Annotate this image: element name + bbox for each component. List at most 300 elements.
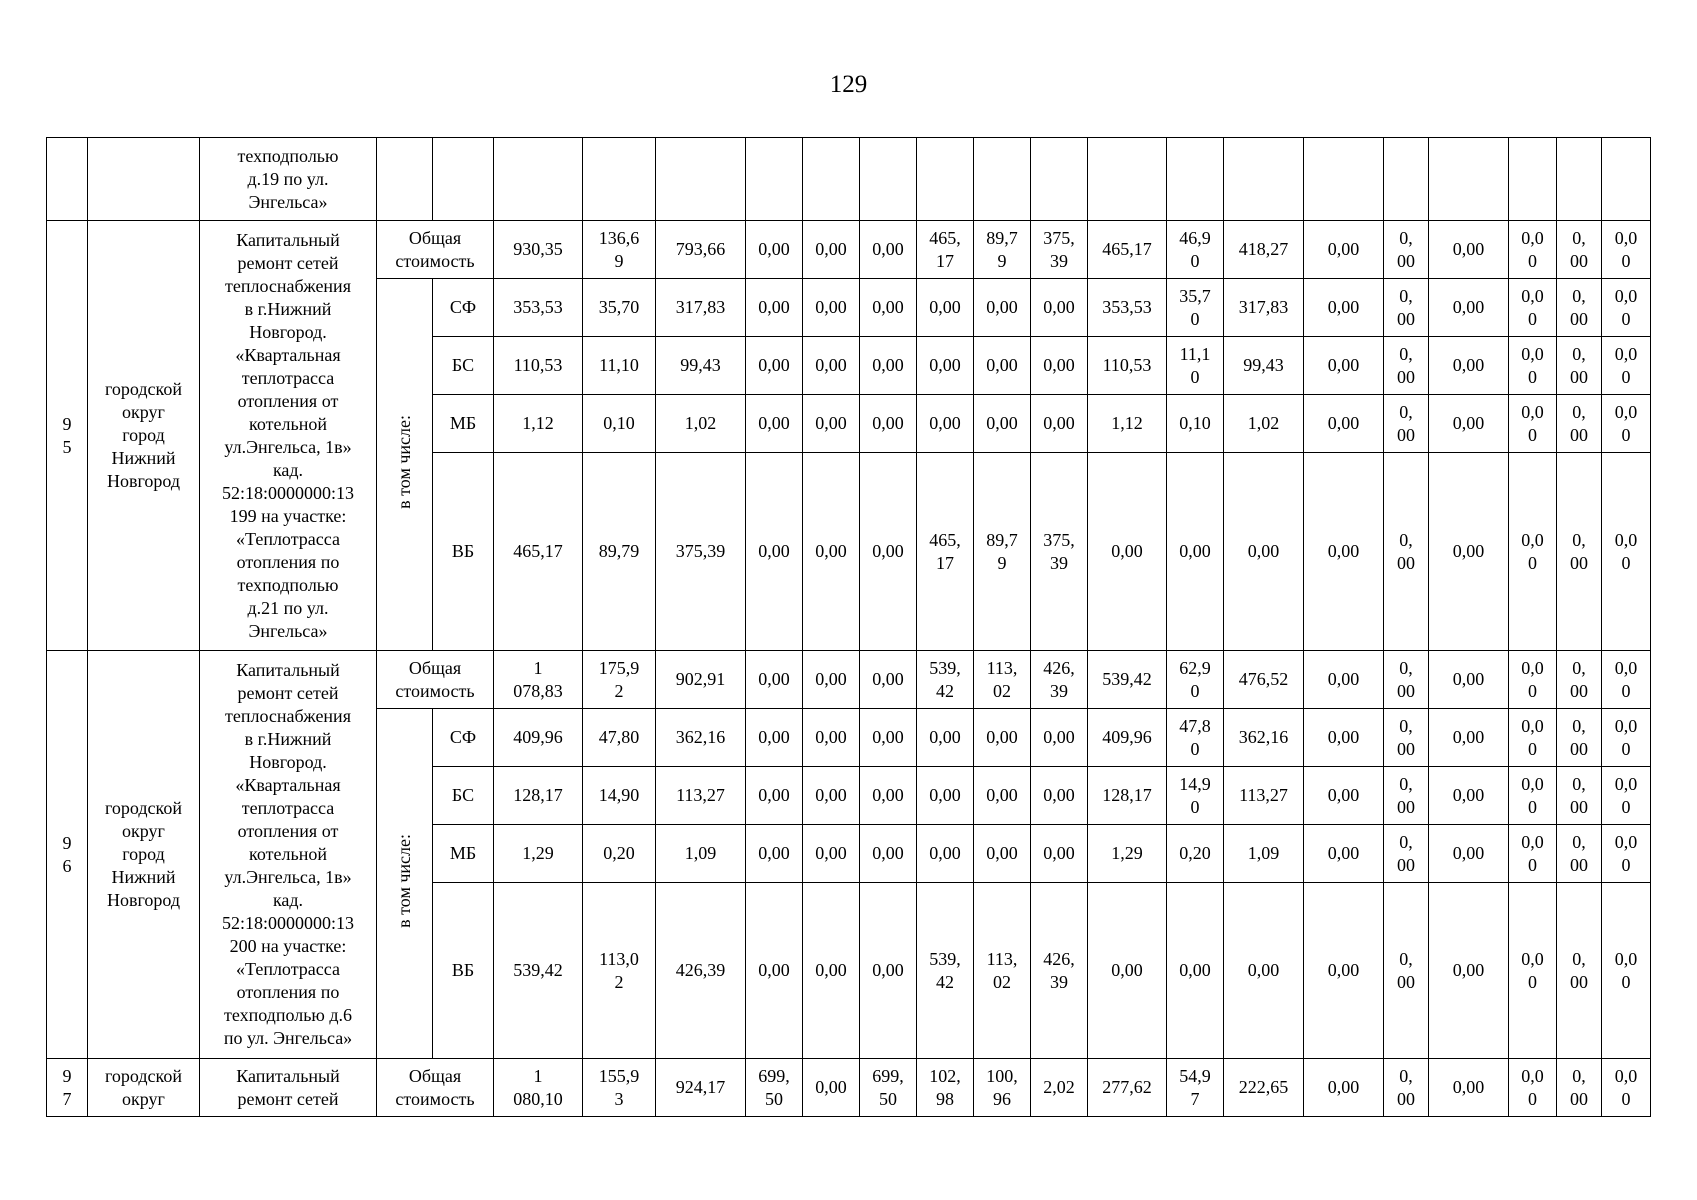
value-cell [656,453,746,651]
value-cell-text: 930,35 [513,239,563,259]
value-cell-text: 155,9 3 [598,1065,640,1109]
value-cell [803,767,860,825]
value-cell [494,279,583,337]
value-cell-text: 113,27 [1239,785,1288,805]
value-cell-text: 0,00 [815,541,847,561]
funding-source-label-text: БС [451,355,475,375]
value-cell-text: 0,00 [929,413,961,433]
value-cell-text: 62,9 0 [1179,657,1211,701]
municipality [88,651,200,1059]
value-cell [656,709,746,767]
value-cell-text: 0,00 [929,727,961,747]
value-cell [1167,709,1224,767]
value-cell [494,709,583,767]
value-cell-text: 0,00 [758,843,790,863]
budget-table [46,137,1651,1117]
value-cell-text: 136,6 9 [598,227,640,271]
total-cost-label [377,221,494,279]
value-cell [1602,279,1651,337]
value-cell [746,825,803,883]
value-cell-text: 110,53 [1102,355,1152,375]
funding-source-label [433,767,494,825]
value-cell [583,651,656,709]
cell-empty [803,138,860,221]
funding-source-label-text: ВБ [451,960,475,980]
value-cell [860,651,917,709]
value-cell-text: 0,00 [758,960,790,980]
funding-source-label-text: СФ [449,297,477,317]
value-cell-text: 539, 42 [929,657,961,701]
funding-source-label-text: БС [451,785,475,805]
value-cell-text: 0,0 0 [1521,715,1544,759]
value-cell [860,1059,917,1117]
value-cell-text: 0,00 [1452,669,1485,689]
value-cell-text: 47,80 [598,727,640,747]
value-cell-text: 539, 42 [929,948,961,992]
value-cell [1509,453,1557,651]
value-cell-text: 465, 17 [929,227,961,271]
funding-source-label [433,395,494,453]
value-cell-text: 0,0 0 [1521,831,1544,875]
value-cell [1304,395,1384,453]
value-cell-text: 0,0 0 [1521,401,1544,445]
value-cell-text: 0,00 [1452,541,1485,561]
value-cell [583,1059,656,1117]
value-cell [1384,453,1429,651]
value-cell-text: 0,00 [815,960,847,980]
value-cell-text: 89,7 9 [986,529,1018,573]
value-cell [1384,767,1429,825]
value-cell-text: 465, 17 [929,529,961,573]
value-cell-text: 0,00 [1327,785,1360,805]
value-cell [917,279,974,337]
value-cell [746,1059,803,1117]
value-cell-text: 1,09 [1247,843,1280,863]
funding-source-label-text: ВБ [451,541,475,561]
value-cell [583,453,656,651]
funding-source-label [433,453,494,651]
value-cell [1602,395,1651,453]
value-cell-text: 539,42 [1102,669,1152,689]
value-cell [803,279,860,337]
value-cell [1304,453,1384,651]
value-cell [1429,453,1509,651]
value-cell [1304,767,1384,825]
value-cell [746,221,803,279]
value-cell-text: 0,10 [1179,413,1211,433]
value-cell-text: 0,00 [815,239,847,259]
value-cell-text: 102, 98 [929,1065,961,1109]
value-cell [1088,337,1167,395]
value-cell-text: 0,00 [1247,960,1280,980]
cell-empty [917,138,974,221]
value-cell-text: 0, 00 [1570,657,1588,701]
value-cell-text: 0,00 [872,843,904,863]
value-cell-text: 0,0 0 [1521,948,1544,992]
item-number-text: 9 5 [62,413,72,457]
value-cell-text: 0,0 0 [1521,529,1544,573]
value-cell [494,883,583,1059]
cell-empty [494,138,583,221]
value-cell [1429,883,1509,1059]
value-cell [1509,337,1557,395]
total-cost-label-text: Общая стоимость [395,227,475,271]
value-cell [974,825,1031,883]
value-cell [1429,709,1509,767]
value-cell-text: 0, 00 [1397,831,1415,875]
value-cell [1031,337,1088,395]
value-cell-text: 0,00 [872,413,904,433]
value-cell [1602,221,1651,279]
funding-source-label [433,279,494,337]
value-cell-text: 375,39 [675,541,726,561]
value-cell [656,337,746,395]
value-cell-text: 0,00 [986,413,1018,433]
value-cell [974,279,1031,337]
including-label [377,709,433,1059]
value-cell [1509,1059,1557,1117]
value-cell [1509,825,1557,883]
value-cell-text: 0,00 [1327,413,1360,433]
value-cell [917,767,974,825]
value-cell-text: 0,00 [1452,960,1485,980]
value-cell-text: 1 078,83 [513,657,563,701]
value-cell [1304,709,1384,767]
value-cell [1509,767,1557,825]
value-cell-text: 0,00 [758,355,790,375]
value-cell [1031,651,1088,709]
value-cell-text: 0,00 [1452,355,1485,375]
cell-empty [1167,138,1224,221]
value-cell-text: 353,53 [513,297,563,317]
value-cell [1384,709,1429,767]
value-cell-text: 89,79 [598,541,640,561]
cell-empty [860,138,917,221]
value-cell [1602,709,1651,767]
value-cell [1602,337,1651,395]
value-cell-text: 0,00 [1179,541,1211,561]
value-cell [860,395,917,453]
value-cell-text: 0,00 [1043,297,1075,317]
cell-empty [1557,138,1602,221]
cell-empty [1429,138,1509,221]
value-cell-text: 0,0 0 [1614,343,1638,387]
value-cell-text: 0,00 [1327,669,1360,689]
cell-description [200,138,377,221]
item-number [47,651,88,1059]
value-cell [1167,279,1224,337]
value-cell-text: 0,00 [758,669,790,689]
object-description-text: Капитальный ремонт сетей [236,1065,340,1109]
value-cell-text: 0,0 0 [1614,529,1638,573]
value-cell-text: 1,12 [522,413,554,433]
value-cell [1509,709,1557,767]
value-cell [1031,221,1088,279]
value-cell [974,1059,1031,1117]
value-cell [1088,395,1167,453]
value-cell-text: 699, 50 [758,1065,790,1109]
value-cell-text: 0,20 [1179,843,1211,863]
value-cell-text: 0,0 0 [1614,948,1638,992]
value-cell [974,883,1031,1059]
funding-source-label [433,825,494,883]
value-cell [974,395,1031,453]
value-cell [583,825,656,883]
value-cell-text: 0, 00 [1397,1065,1415,1109]
object-description [200,651,377,1059]
value-cell-text: 0,00 [1043,413,1075,433]
value-cell [803,221,860,279]
value-cell-text: 0, 00 [1397,227,1415,271]
value-cell [494,825,583,883]
value-cell-text: 0,00 [758,297,790,317]
value-cell-text: 113,0 2 [599,948,639,992]
value-cell [1224,767,1304,825]
value-cell-text: 175,9 2 [598,657,640,701]
value-cell [656,883,746,1059]
cell-empty [47,138,88,221]
value-cell [1031,767,1088,825]
value-cell [974,453,1031,651]
value-cell-text: 0,00 [758,413,790,433]
value-cell-text: 0,0 0 [1614,1065,1638,1109]
value-cell-text: 113,27 [676,785,725,805]
value-cell [1557,453,1602,651]
object-description-text: Капитальный ремонт сетей теплоснабжения в г.Нижний Новгород. «Квартальная теплотрасса отопления от котельной ул.Энгельса, 1в» кад. 52:18:0000000:13 200 на участке: «Теплотрасса отопления по техподполью д.6 по ул. Энгельса» [221,660,354,1048]
value-cell [1224,709,1304,767]
value-cell [494,221,583,279]
value-cell [1224,221,1304,279]
value-cell [1088,1059,1167,1117]
value-cell-text: 426,39 [675,960,726,980]
value-cell-text: 0, 00 [1570,1065,1588,1109]
value-cell-text: 465,17 [1102,239,1152,259]
value-cell [860,453,917,651]
value-cell-text: 0,00 [1327,960,1360,980]
value-cell-text: 0,00 [1452,1077,1485,1097]
value-cell-text: 409,96 [513,727,563,747]
value-cell-text: 0, 00 [1397,401,1415,445]
value-cell-text: 0, 00 [1397,715,1415,759]
total-cost-label [377,1059,494,1117]
cell-description-text: техподполью д.19 по ул. Энгельса» [237,145,339,212]
value-cell-text: 0,0 0 [1521,1065,1544,1109]
cell-empty [1602,138,1651,221]
value-cell-text: 426, 39 [1043,657,1075,701]
value-cell [1602,453,1651,651]
value-cell [1429,767,1509,825]
value-cell [1031,825,1088,883]
value-cell [494,1059,583,1117]
value-cell-text: 0,00 [758,541,790,561]
value-cell-text: 0,00 [1179,960,1211,980]
value-cell [656,825,746,883]
value-cell [860,279,917,337]
value-cell [974,709,1031,767]
value-cell [1429,221,1509,279]
value-cell [803,883,860,1059]
value-cell [803,825,860,883]
value-cell [494,337,583,395]
value-cell-text: 99,43 [680,355,721,375]
cell-empty [746,138,803,221]
value-cell-text: 0,0 0 [1521,285,1544,329]
value-cell-text: 1,29 [522,843,554,863]
object-description-text: Капитальный ремонт сетей теплоснабжения в г.Нижний Новгород. «Квартальная теплотрасса отопления от котельной ул.Энгельса, 1в» кад. 52:18:0000000:13 199 на участке: «Теплотрасса отопления по техподполью д.21 по ул. Энгельса» [221,229,354,641]
value-cell [1557,825,1602,883]
value-cell [1031,453,1088,651]
value-cell [1509,883,1557,1059]
total-cost-label-text: Общая стоимость [395,657,475,701]
value-cell-text: 0,00 [872,355,904,375]
value-cell-text: 0,00 [815,297,847,317]
value-cell [494,767,583,825]
value-cell-text: 0,0 0 [1614,773,1638,817]
value-cell [1602,1059,1651,1117]
value-cell [1088,825,1167,883]
value-cell-text: 0,00 [815,355,847,375]
value-cell-text: 0, 00 [1570,227,1588,271]
value-cell-text: 699, 50 [872,1065,904,1109]
value-cell-text: 317,83 [675,297,726,317]
value-cell [1304,883,1384,1059]
value-cell-text: 476,52 [1238,669,1289,689]
value-cell-text: 0,00 [815,727,847,747]
value-cell [974,221,1031,279]
value-cell [1088,453,1167,651]
value-cell [656,767,746,825]
value-cell [860,825,917,883]
value-cell [746,883,803,1059]
value-cell [917,709,974,767]
value-cell [1429,825,1509,883]
value-cell-text: 0,00 [872,541,904,561]
value-cell [746,767,803,825]
value-cell-text: 0,00 [872,727,904,747]
municipality-text: городской округ город Нижний Новгород [104,379,183,491]
value-cell [1509,651,1557,709]
value-cell [746,337,803,395]
value-cell [1167,651,1224,709]
value-cell [860,709,917,767]
cell-empty [1509,138,1557,221]
value-cell-text: 0,0 0 [1614,227,1638,271]
value-cell [1429,395,1509,453]
value-cell [1557,767,1602,825]
value-cell [803,337,860,395]
value-cell [1384,651,1429,709]
value-cell-text: 35,7 0 [1179,285,1211,329]
value-cell [1088,709,1167,767]
value-cell-text: 0,00 [872,960,904,980]
value-cell [1304,1059,1384,1117]
value-cell-text: 0,00 [1452,843,1485,863]
municipality-text: городской округ город Нижний Новгород [104,798,183,910]
value-cell [746,651,803,709]
value-cell-text: 0,00 [929,297,961,317]
value-cell [1602,825,1651,883]
value-cell-text: 0,0 0 [1614,657,1638,701]
value-cell-text: 0,0 0 [1521,227,1544,271]
including-label [377,279,433,651]
value-cell [803,453,860,651]
value-cell-text: 46,9 0 [1179,227,1211,271]
value-cell [917,395,974,453]
value-cell [583,279,656,337]
value-cell-text: 11,10 [599,355,639,375]
value-cell [860,337,917,395]
value-cell [494,453,583,651]
table-row [47,138,1651,221]
value-cell-text: 0,00 [986,297,1018,317]
value-cell [860,883,917,1059]
value-cell [1167,825,1224,883]
value-cell-text: 277,62 [1102,1077,1152,1097]
value-cell-text: 128,17 [513,785,563,805]
value-cell [917,221,974,279]
value-cell-text: 2,02 [1043,1077,1075,1097]
value-cell-text: 426, 39 [1043,948,1075,992]
value-cell-text: 0,00 [815,413,847,433]
cell-empty [88,138,200,221]
value-cell [1509,395,1557,453]
value-cell [917,651,974,709]
value-cell-text: 0,00 [1247,541,1280,561]
value-cell-text: 317,83 [1238,297,1289,317]
value-cell-text: 0,00 [1452,297,1485,317]
value-cell [1429,651,1509,709]
value-cell-text: 0,00 [1327,1077,1360,1097]
value-cell [1031,709,1088,767]
value-cell [1557,395,1602,453]
value-cell [1557,279,1602,337]
table-row [47,651,1651,709]
value-cell [1304,221,1384,279]
value-cell [1224,825,1304,883]
value-cell [1509,221,1557,279]
item-number-text: 9 6 [62,832,72,876]
value-cell-text: 793,66 [675,239,726,259]
value-cell-text: 924,17 [675,1077,726,1097]
value-cell-text: 465,17 [513,541,563,561]
object-description [200,221,377,651]
value-cell [1304,651,1384,709]
value-cell-text: 0,00 [1452,239,1485,259]
cell-empty [1224,138,1304,221]
value-cell [1167,1059,1224,1117]
value-cell [1031,1059,1088,1117]
value-cell [1167,883,1224,1059]
value-cell-text: 1,02 [684,413,717,433]
value-cell [1224,453,1304,651]
value-cell [1167,337,1224,395]
value-cell [1304,825,1384,883]
cell-empty [1304,138,1384,221]
value-cell-text: 0, 00 [1570,831,1588,875]
value-cell [917,337,974,395]
cell-empty [1088,138,1167,221]
value-cell [1384,825,1429,883]
value-cell [746,453,803,651]
value-cell-text: 0,00 [815,785,847,805]
value-cell [974,767,1031,825]
value-cell-text: 353,53 [1102,297,1152,317]
funding-source-label [433,337,494,395]
value-cell [1088,767,1167,825]
municipality [88,1059,200,1117]
value-cell-text: 0, 00 [1570,773,1588,817]
value-cell [1167,453,1224,651]
